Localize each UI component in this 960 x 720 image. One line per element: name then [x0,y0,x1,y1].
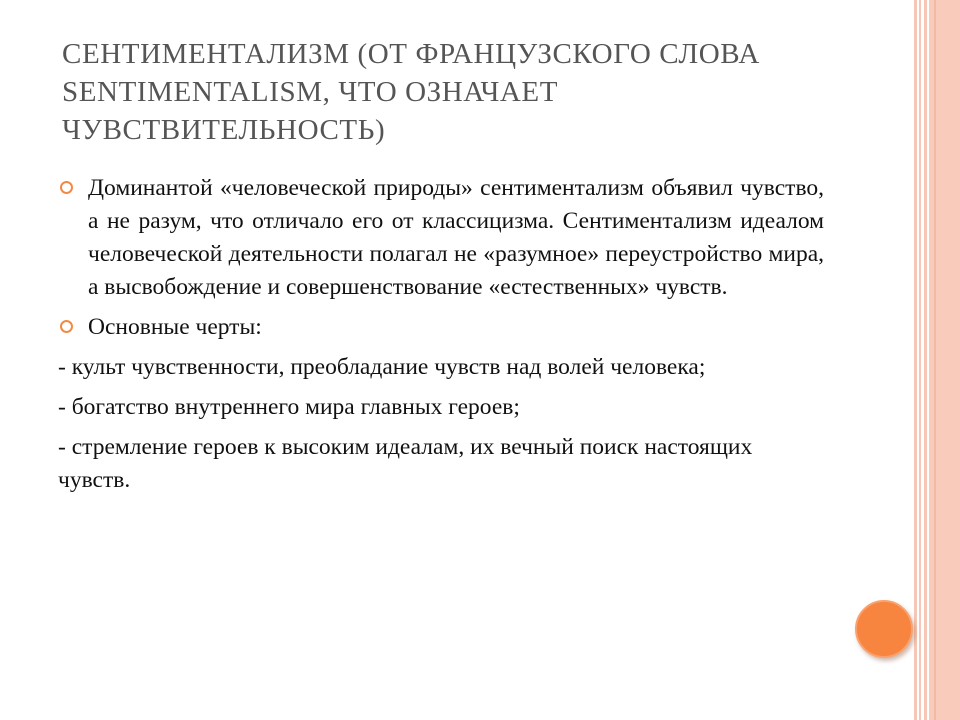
feature-item: - богатство внутреннего мира главных героев; [58,394,520,420]
slide-title: СЕНТИМЕНТАЛИЗМ (ОТ ФРАНЦУЗСКОГО СЛОВА SENTIMENTALISM, ЧТО ОЗНАЧАЕТ ЧУВСТВИТЕЛЬНОСТЬ) [62,38,760,146]
decorative-orange-circle [855,600,913,658]
stripe [914,0,917,720]
circle-bullet-icon [60,181,73,194]
stripe [919,0,921,720]
slide-body [58,172,824,504]
circle-bullet-icon [60,320,73,333]
feature-item: - стремление героев к высоким идеалам, их вечный поиск настоящих чувств. [58,434,753,493]
stripe [934,0,936,720]
stripe [924,0,927,720]
bullet-item [58,172,824,304]
bullet-text: Основные черты: [88,314,262,340]
feature-item: - культ чувственности, преобладание чувств над волей человека; [58,354,706,380]
bullet-item [58,311,824,344]
decorative-side-stripes [914,0,960,720]
bullet-text: Доминантой «человеческой природы» сентиментализм объявил чувство, а не разум, что отличало его от классицизма. Сентиментализм идеалом человеческой деятельности полагал не «разумное» переустройство мира, а высвобождение и совершенствование «естественных» чувств. [88,175,824,300]
